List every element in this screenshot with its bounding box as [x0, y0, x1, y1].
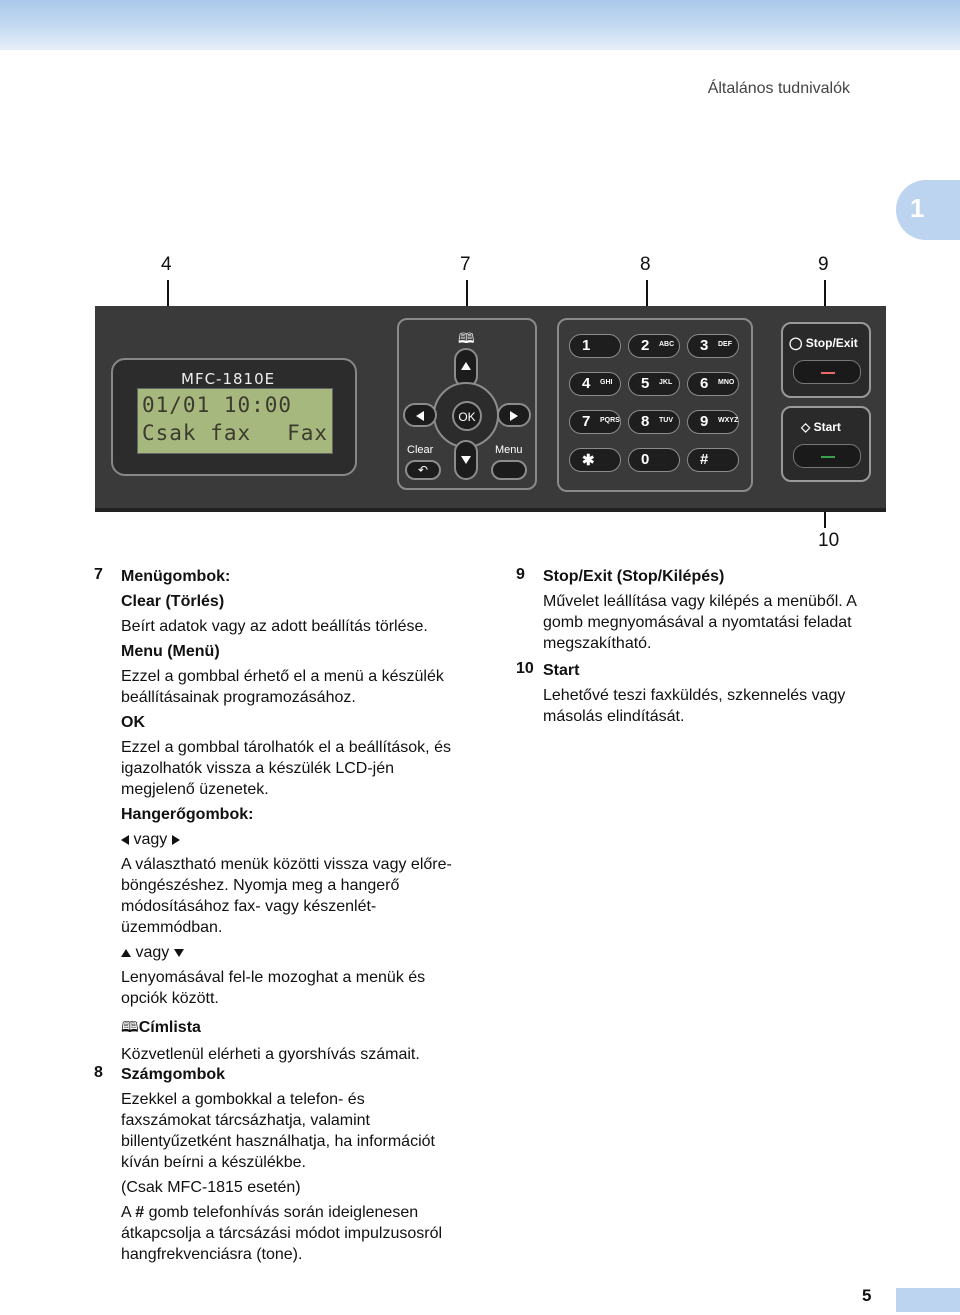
key-digit: 2 [641, 337, 650, 354]
stop-icon: ◯ [789, 336, 803, 350]
item-7-title: Menügombok: [121, 568, 231, 585]
key-digit: 4 [582, 375, 591, 392]
stop-exit-label [789, 336, 858, 350]
item-7-body [121, 566, 501, 1065]
page-tab [896, 1288, 960, 1312]
start-bar [793, 444, 861, 468]
key-letters: ABC [659, 341, 675, 348]
start-label [801, 420, 841, 434]
key-letters: DEF [718, 341, 732, 348]
key-9[interactable] [687, 410, 739, 434]
item-10-body [543, 660, 923, 727]
item-9-desc-1: Művelet leállítása vagy kilépés a menüből. A [543, 593, 857, 610]
callout-7: 7 [460, 254, 471, 275]
key-digit: 7 [582, 413, 591, 430]
arrow-up-icon [461, 362, 471, 370]
item-9-number: 9 [516, 566, 525, 583]
chapter-tab [896, 180, 960, 240]
ok-desc-2: igazolhatók vissza a készülék LCD-jén [121, 760, 395, 777]
callout-8: 8 [640, 254, 651, 275]
menu-button[interactable] [491, 460, 527, 480]
start-icon: ◇ [801, 420, 811, 434]
key-0[interactable] [628, 448, 680, 472]
hash-line [121, 1202, 501, 1223]
item-9-desc-2: gomb megnyomásával a nyomtatási feladat [543, 614, 852, 631]
lr-desc-1: A választható menük közötti vissza vagy előre- [121, 856, 452, 873]
key-1[interactable] [569, 334, 621, 358]
chapter-number: 1 [910, 193, 925, 223]
left-button[interactable] [403, 403, 437, 427]
key-4[interactable] [569, 372, 621, 396]
ok-title: OK [121, 714, 145, 731]
address-desc: Közvetlenül elérheti a gyorshívás számait. [121, 1046, 420, 1063]
lr-vagy: vagy [133, 831, 168, 848]
key-letters: TUV [659, 417, 673, 424]
menu-keys-group [397, 318, 537, 490]
dial-pad [557, 318, 753, 492]
item-8-note: (Csak MFC-1815 esetén) [121, 1179, 301, 1196]
lr-desc-4: üzemmódban. [121, 919, 223, 936]
item-9-body [543, 566, 923, 654]
running-header: Általános tudnivalók [707, 80, 850, 97]
clear-label: Clear [407, 444, 434, 456]
item-10-desc-1: Lehetővé teszi faxküldés, szkennelés vagy [543, 687, 846, 704]
ok-desc-3: megjelenő üzenetek. [121, 781, 269, 798]
ok-desc-1: Ezzel a gombbal tárolhatók el a beállítások, és [121, 739, 451, 756]
arrow-right-icon [510, 411, 518, 421]
top-banner [0, 0, 960, 50]
hash-post: gomb telefonhívás során ideiglenesen [148, 1204, 419, 1221]
arrow-left-icon [121, 835, 129, 845]
item-8-desc-3: billentyűzetként használhatja, ha információt [121, 1133, 435, 1150]
arrow-up-icon [121, 949, 131, 957]
address-book-line [121, 1017, 501, 1038]
arrow-right-icon [172, 835, 180, 845]
book-icon: 🕮 [458, 330, 475, 346]
ok-button[interactable]: OK [452, 401, 482, 431]
start-button[interactable] [781, 406, 871, 482]
start-stop-group [781, 322, 875, 482]
book-icon: 🕮 [121, 1019, 139, 1036]
key-5[interactable] [628, 372, 680, 396]
ud-desc-2: opciók között. [121, 990, 219, 1007]
stop-exit-text: Stop/Exit [805, 336, 858, 350]
item-8-title: Számgombok [121, 1066, 226, 1083]
item-8-desc-4: kíván beírni a készülékbe. [121, 1154, 306, 1171]
key-letters: PQRS [600, 417, 620, 424]
callout-4: 4 [161, 254, 172, 275]
arrow-down-icon [174, 949, 184, 957]
item-10-title: Start [543, 662, 580, 679]
key-digit: 8 [641, 413, 650, 430]
hash-key: # [135, 1204, 145, 1221]
menu-title: Menu (Menü) [121, 643, 220, 660]
ud-vagy: vagy [135, 944, 170, 961]
address-title: Címlista [138, 1019, 201, 1036]
key-digit: 0 [641, 451, 650, 468]
key-hash[interactable] [687, 448, 739, 472]
clear-title: Clear (Törlés) [121, 593, 225, 610]
lcd-line-2-right: Fax [287, 421, 328, 445]
item-8-desc-2: faxszámokat tárcsázhatja, valamint [121, 1112, 370, 1129]
left-right-line [121, 829, 501, 850]
item-8-number: 8 [94, 1064, 103, 1081]
item-7-number: 7 [94, 566, 103, 583]
menu-label: Menu [495, 444, 523, 456]
menu-desc-1: Ezzel a gombbal érhető el a menü a készülék [121, 668, 444, 685]
stop-indicator [821, 372, 835, 374]
item-10-number: 10 [516, 660, 534, 677]
clear-button[interactable] [405, 460, 441, 480]
menu-desc-2: beállításainak programozásához. [121, 689, 356, 706]
key-2[interactable] [628, 334, 680, 358]
lcd-line-2-left: Csak fax [142, 421, 252, 445]
stop-exit-button[interactable] [781, 322, 871, 398]
hash-pre: A [121, 1204, 131, 1221]
stop-bar [793, 360, 861, 384]
arrow-left-icon [416, 411, 424, 421]
key-3[interactable] [687, 334, 739, 358]
lcd-screen [137, 388, 333, 454]
down-button[interactable] [454, 440, 478, 480]
lcd-frame [111, 358, 357, 476]
key-8[interactable] [628, 410, 680, 434]
key-letters: MNO [718, 379, 735, 386]
key-6[interactable] [687, 372, 739, 396]
hash-desc-3: hangfrekvenciásra (tone). [121, 1246, 303, 1263]
up-down-line [121, 942, 501, 963]
key-letters: GHI [600, 379, 613, 386]
key-letters: JKL [659, 379, 673, 386]
key-digit: ✱ [582, 452, 595, 469]
start-indicator [821, 456, 835, 458]
key-letters: WXYZ [718, 417, 739, 424]
key-digit: 9 [700, 413, 709, 430]
key-digit: 3 [700, 337, 709, 354]
lr-desc-3: módosításához fax- vagy készenlét- [121, 898, 377, 915]
key-digit: 1 [582, 337, 591, 354]
key-digit: 5 [641, 375, 650, 392]
hash-desc-2: átkapcsolja a tárcsázási módot impulzusosról [121, 1225, 443, 1242]
start-text: Start [813, 420, 841, 434]
item-9-desc-3: megszakítható. [543, 635, 652, 652]
callout-9: 9 [818, 254, 829, 275]
arrow-down-icon [461, 456, 471, 464]
lcd-line-1: 01/01 10:00 [142, 393, 293, 417]
right-button[interactable] [497, 403, 531, 427]
item-8-desc-1: Ezekkel a gombokkal a telefon- és [121, 1091, 365, 1108]
callout-10: 10 [818, 530, 840, 551]
key-7[interactable] [569, 410, 621, 434]
item-9-title: Stop/Exit (Stop/Kilépés) [543, 568, 725, 585]
key-digit: 6 [700, 375, 709, 392]
model-label: MFC-1810E [181, 370, 276, 388]
ud-desc-1: Lenyomásával fel-le mozoghat a menük és [121, 969, 426, 986]
lr-desc-2: böngészéshez. Nyomja meg a hangerő [121, 877, 400, 894]
key-digit: # [700, 451, 709, 468]
volume-title: Hangerőgombok: [121, 806, 254, 823]
key-star[interactable] [569, 448, 621, 472]
item-10-desc-2: másolás elindítását. [543, 708, 685, 725]
item-8-body [121, 1064, 501, 1265]
back-arrow-icon: ↶ [417, 463, 429, 477]
clear-desc: Beírt adatok vagy az adott beállítás törlése. [121, 618, 428, 635]
page-number: 5 [862, 1286, 872, 1305]
control-panel [95, 306, 886, 512]
